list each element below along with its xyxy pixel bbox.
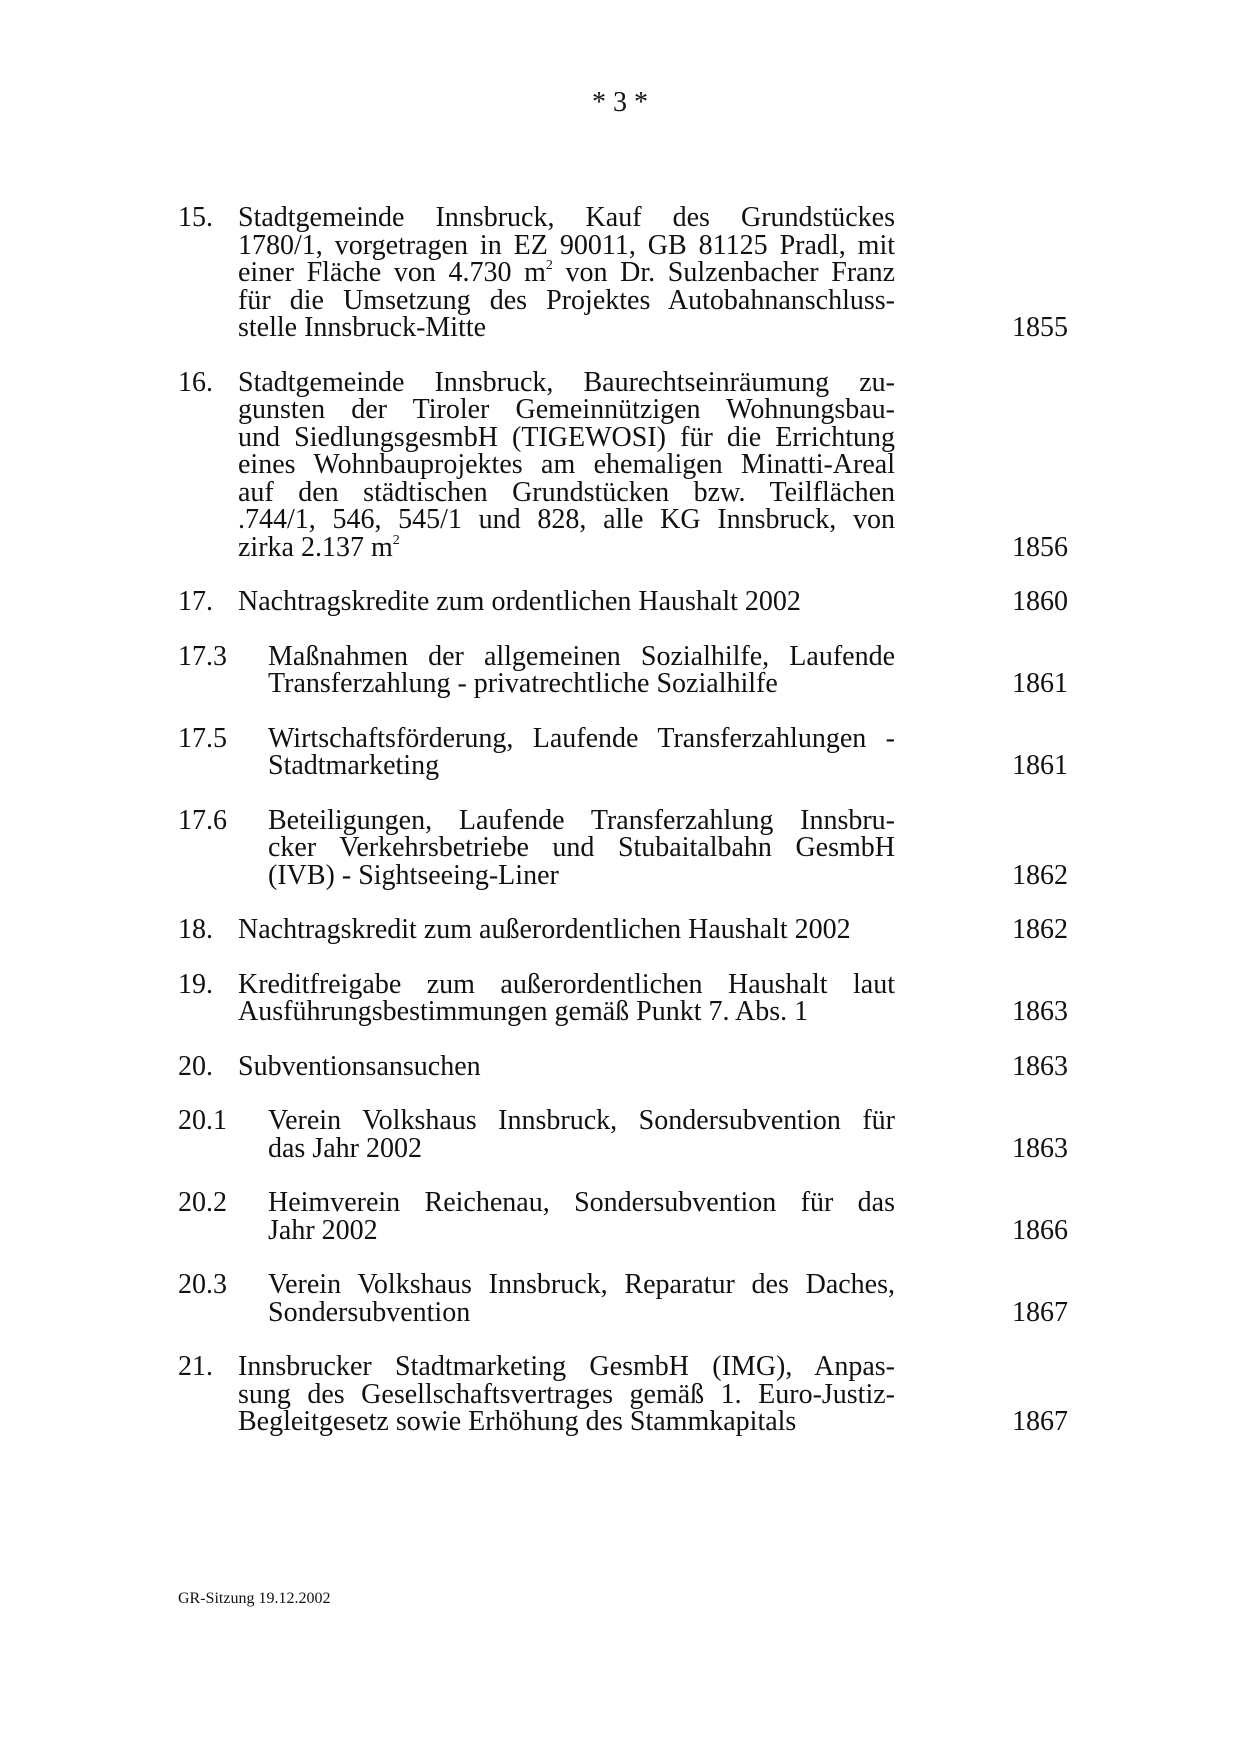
toc-entry-number: 20.2 (178, 1187, 227, 1218)
toc-entry-title (238, 588, 895, 616)
toc-entry-title (238, 366, 895, 563)
toc-entry-number: 17.5 (178, 722, 227, 754)
toc-entry-title (268, 1189, 895, 1244)
toc-entry-title-line: Verein Volkshaus Innsbruck, Reparatur des Daches, (268, 1269, 895, 1300)
toc-entry-title-line: Wirtschaftsförderung, Laufende Transferzahlungen - (268, 722, 895, 754)
toc-entry-title-line: Stadtgemeinde Innsbruck, Kauf des Grundstückes (238, 202, 895, 233)
toc-entry-title-line: Heimverein Reichenau, Sondersubvention für das (268, 1187, 895, 1218)
toc-entry-title-line: Nachtragskredit zum außerordentlichen Haushalt 2002 (238, 914, 851, 945)
toc-entry (178, 1107, 1068, 1162)
toc-entry-number: 19. (178, 968, 213, 1000)
toc-entry-title-line: (IVB) - Sightseeing-Liner (268, 859, 559, 891)
toc-entry (178, 1271, 1068, 1326)
toc-entry-title-line: Stadtmarketing (268, 750, 440, 781)
toc-entry-page: 1861 (1012, 668, 1068, 699)
toc-entry-number: 15. (178, 202, 213, 233)
toc-entry-number: 18. (178, 914, 213, 945)
toc-entry-title-line: das Jahr 2002 (268, 1132, 422, 1164)
toc-entry-title (238, 916, 895, 944)
toc-entry-number: 17. (178, 586, 213, 617)
toc-entry-title-line: einer Fläche von 4.730 $m^2$ von Dr. Sulzenbacher Franz (238, 257, 895, 288)
toc-entry-title-line: Maßnahmen der allgemeinen Sozialhilfe, Laufende (268, 640, 895, 672)
toc-entry-page: 1862 (1012, 914, 1068, 945)
toc-entry-title-line: Nachtragskredite zum ordentlichen Haushalt 2002 (238, 586, 801, 617)
toc-entry-title (268, 804, 895, 891)
toc-entry (178, 1050, 1068, 1082)
toc-entry-title-line: auf den städtischen Grundstücken bzw. Teilflächen (238, 476, 895, 508)
toc-entry-title-line: sung des Gesellschaftsvertrages gemäß 1. Euro-Justiz- (238, 1378, 895, 1410)
toc-entry-title-line: cker Verkehrsbetriebe und Stubaitalbahn GesmbH (268, 832, 895, 863)
toc-entry-title-line: zirka 2.137 $m^2$ (238, 531, 400, 563)
toc-entry-title (268, 722, 895, 781)
toc-entry-title (268, 1271, 895, 1326)
toc-entry (178, 722, 1068, 781)
toc-entry (178, 916, 1068, 944)
toc-entry-title-line: eines Wohnbauprojektes am ehemaligen Minatti-Areal (238, 449, 895, 480)
toc-entry-page: 1867 (1012, 1406, 1068, 1437)
toc-entry (178, 204, 1068, 342)
toc-entry-title-line: Beteiligungen, Laufende Transferzahlung Innsbru- (268, 804, 895, 836)
toc-entry-title-line: .744/1, 546, 545/1 und 828, alle KG Innsbruck, von (238, 504, 895, 535)
toc-entry-title (268, 640, 895, 699)
toc-entry (178, 1189, 1068, 1244)
toc-entry-page: 1867 (1012, 1296, 1068, 1328)
toc-entry-title-line: Verein Volkshaus Innsbruck, Sondersubvention für (268, 1105, 895, 1136)
toc-entry-number: 21. (178, 1351, 213, 1382)
toc-entry-page: 1861 (1012, 750, 1068, 781)
toc-entry-page: 1860 (1012, 586, 1068, 617)
toc-entry-title-line: Stadtgemeinde Innsbruck, Baurechtseinräumung zu- (238, 366, 895, 398)
toc-entry-title-line: für die Umsetzung des Projektes Autobahnanschluss- (238, 284, 895, 316)
toc-entry (178, 804, 1068, 891)
toc-entry-title-line: und SiedlungsgesmbH (TIGEWOSI) für die Errichtung (238, 421, 895, 453)
toc-entry-page: 1863 (1012, 1132, 1068, 1164)
toc-entry-page: 1863 (1012, 996, 1068, 1027)
toc-entry-page: 1866 (1012, 1214, 1068, 1246)
toc-entry (178, 640, 1068, 699)
toc-entry-number: 20. (178, 1050, 213, 1082)
page-number: * 3 * (592, 87, 648, 118)
toc-entry-page: 1862 (1012, 859, 1068, 891)
toc-entry-title-line: Jahr 2002 (268, 1214, 378, 1246)
toc-entry-number: 20.1 (178, 1105, 227, 1136)
toc-entry-page: 1855 (1012, 312, 1068, 343)
toc-entry-title-line: Transferzahlung - privatrechtliche Sozialhilfe (268, 668, 778, 699)
toc-entry-title-line: Begleitgesetz sowie Erhöhung des Stammkapitals (238, 1406, 797, 1437)
toc-entry-page: 1863 (1012, 1050, 1068, 1082)
toc-entry-number: 17.6 (178, 804, 227, 836)
footer-session-date: GR-Sitzung 19.12.2002 (178, 1590, 331, 1607)
toc-entry-title-line: stelle Innsbruck-Mitte (238, 312, 487, 343)
table-of-contents (178, 204, 1068, 1463)
toc-entry (178, 968, 1068, 1027)
toc-entry-title (238, 968, 895, 1027)
toc-entry-title-line: 1780/1, vorgetragen in EZ 90011, GB 81125 Pradl, mit (238, 229, 895, 261)
toc-entry (178, 588, 1068, 616)
toc-entry-title-line: Sondersubvention (268, 1296, 471, 1328)
toc-entry-title (268, 1107, 895, 1162)
toc-entry-number: 17.3 (178, 640, 227, 672)
toc-entry-title-line: Kreditfreigabe zum außerordentlichen Haushalt laut (238, 968, 895, 1000)
toc-entry-title (238, 1353, 895, 1436)
toc-entry (178, 1353, 1068, 1436)
toc-entry-title-line: Ausführungsbestimmungen gemäß Punkt 7. Abs. 1 (238, 996, 809, 1027)
toc-entry-page: 1856 (1012, 531, 1068, 563)
toc-entry (178, 366, 1068, 563)
toc-entry-title-line: gunsten der Tiroler Gemeinnützigen Wohnungsbau- (238, 394, 895, 425)
toc-entry-title-line: Subventionsansuchen (238, 1050, 481, 1082)
toc-entry-number: 20.3 (178, 1269, 227, 1300)
toc-entry-title (238, 204, 895, 342)
toc-entry-title (238, 1050, 895, 1082)
toc-entry-title-line: Innsbrucker Stadtmarketing GesmbH (IMG), Anpas- (238, 1351, 895, 1382)
toc-entry-number: 16. (178, 366, 213, 398)
